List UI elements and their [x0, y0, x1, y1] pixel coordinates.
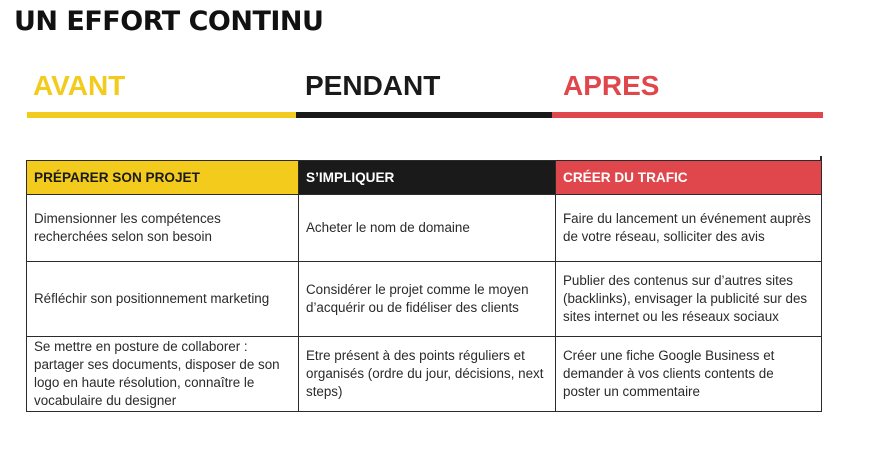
table-cell: Faire du lancement un événement auprès de votre réseau, solliciter des avis [556, 195, 822, 262]
table-cell: Créer une fiche Google Business et demander à vos clients contents de poster un commentaire [556, 337, 822, 412]
table-cell: Publier des contenus sur d’autres sites (backlinks), envisager la publicité sur des sites internet ou les réseaux sociaux [556, 262, 822, 337]
effort-table [26, 160, 822, 412]
phase-bar-pendant [296, 112, 552, 118]
phase-label-pendant: PENDANT [305, 70, 441, 101]
table-cell: Réfléchir son positionnement marketing [27, 262, 299, 337]
phase-bar-apres [552, 112, 823, 118]
page-title: UN EFFORT CONTINU [14, 6, 324, 37]
phase-bar-avant [27, 112, 296, 118]
table-row [27, 195, 822, 262]
table-cell: Etre présent à des points réguliers et organisés (ordre du jour, décisions, next steps) [299, 337, 556, 412]
phase-label-apres: APRES [563, 70, 660, 101]
table-row [27, 262, 822, 337]
table-cell: Considérer le projet comme le moyen d’acquérir ou de fidéliser des clients [299, 262, 556, 337]
table-cell: Acheter le nom de domaine [299, 195, 556, 262]
header-creer-trafic: CRÉER DU TRAFIC [556, 161, 822, 195]
table-row [27, 337, 822, 412]
header-impliquer: S’IMPLIQUER [299, 161, 556, 195]
phase-label-avant: AVANT [33, 70, 126, 101]
table-cell: Dimensionner les compétences recherchées selon son besoin [27, 195, 299, 262]
header-preparer: PRÉPARER SON PROJET [27, 161, 299, 195]
table-cell: Se mettre en posture de collaborer : partager ses documents, disposer de son logo en haute résolution, connaître le vocabulaire du designer [27, 337, 299, 412]
table-header-row [27, 161, 822, 195]
